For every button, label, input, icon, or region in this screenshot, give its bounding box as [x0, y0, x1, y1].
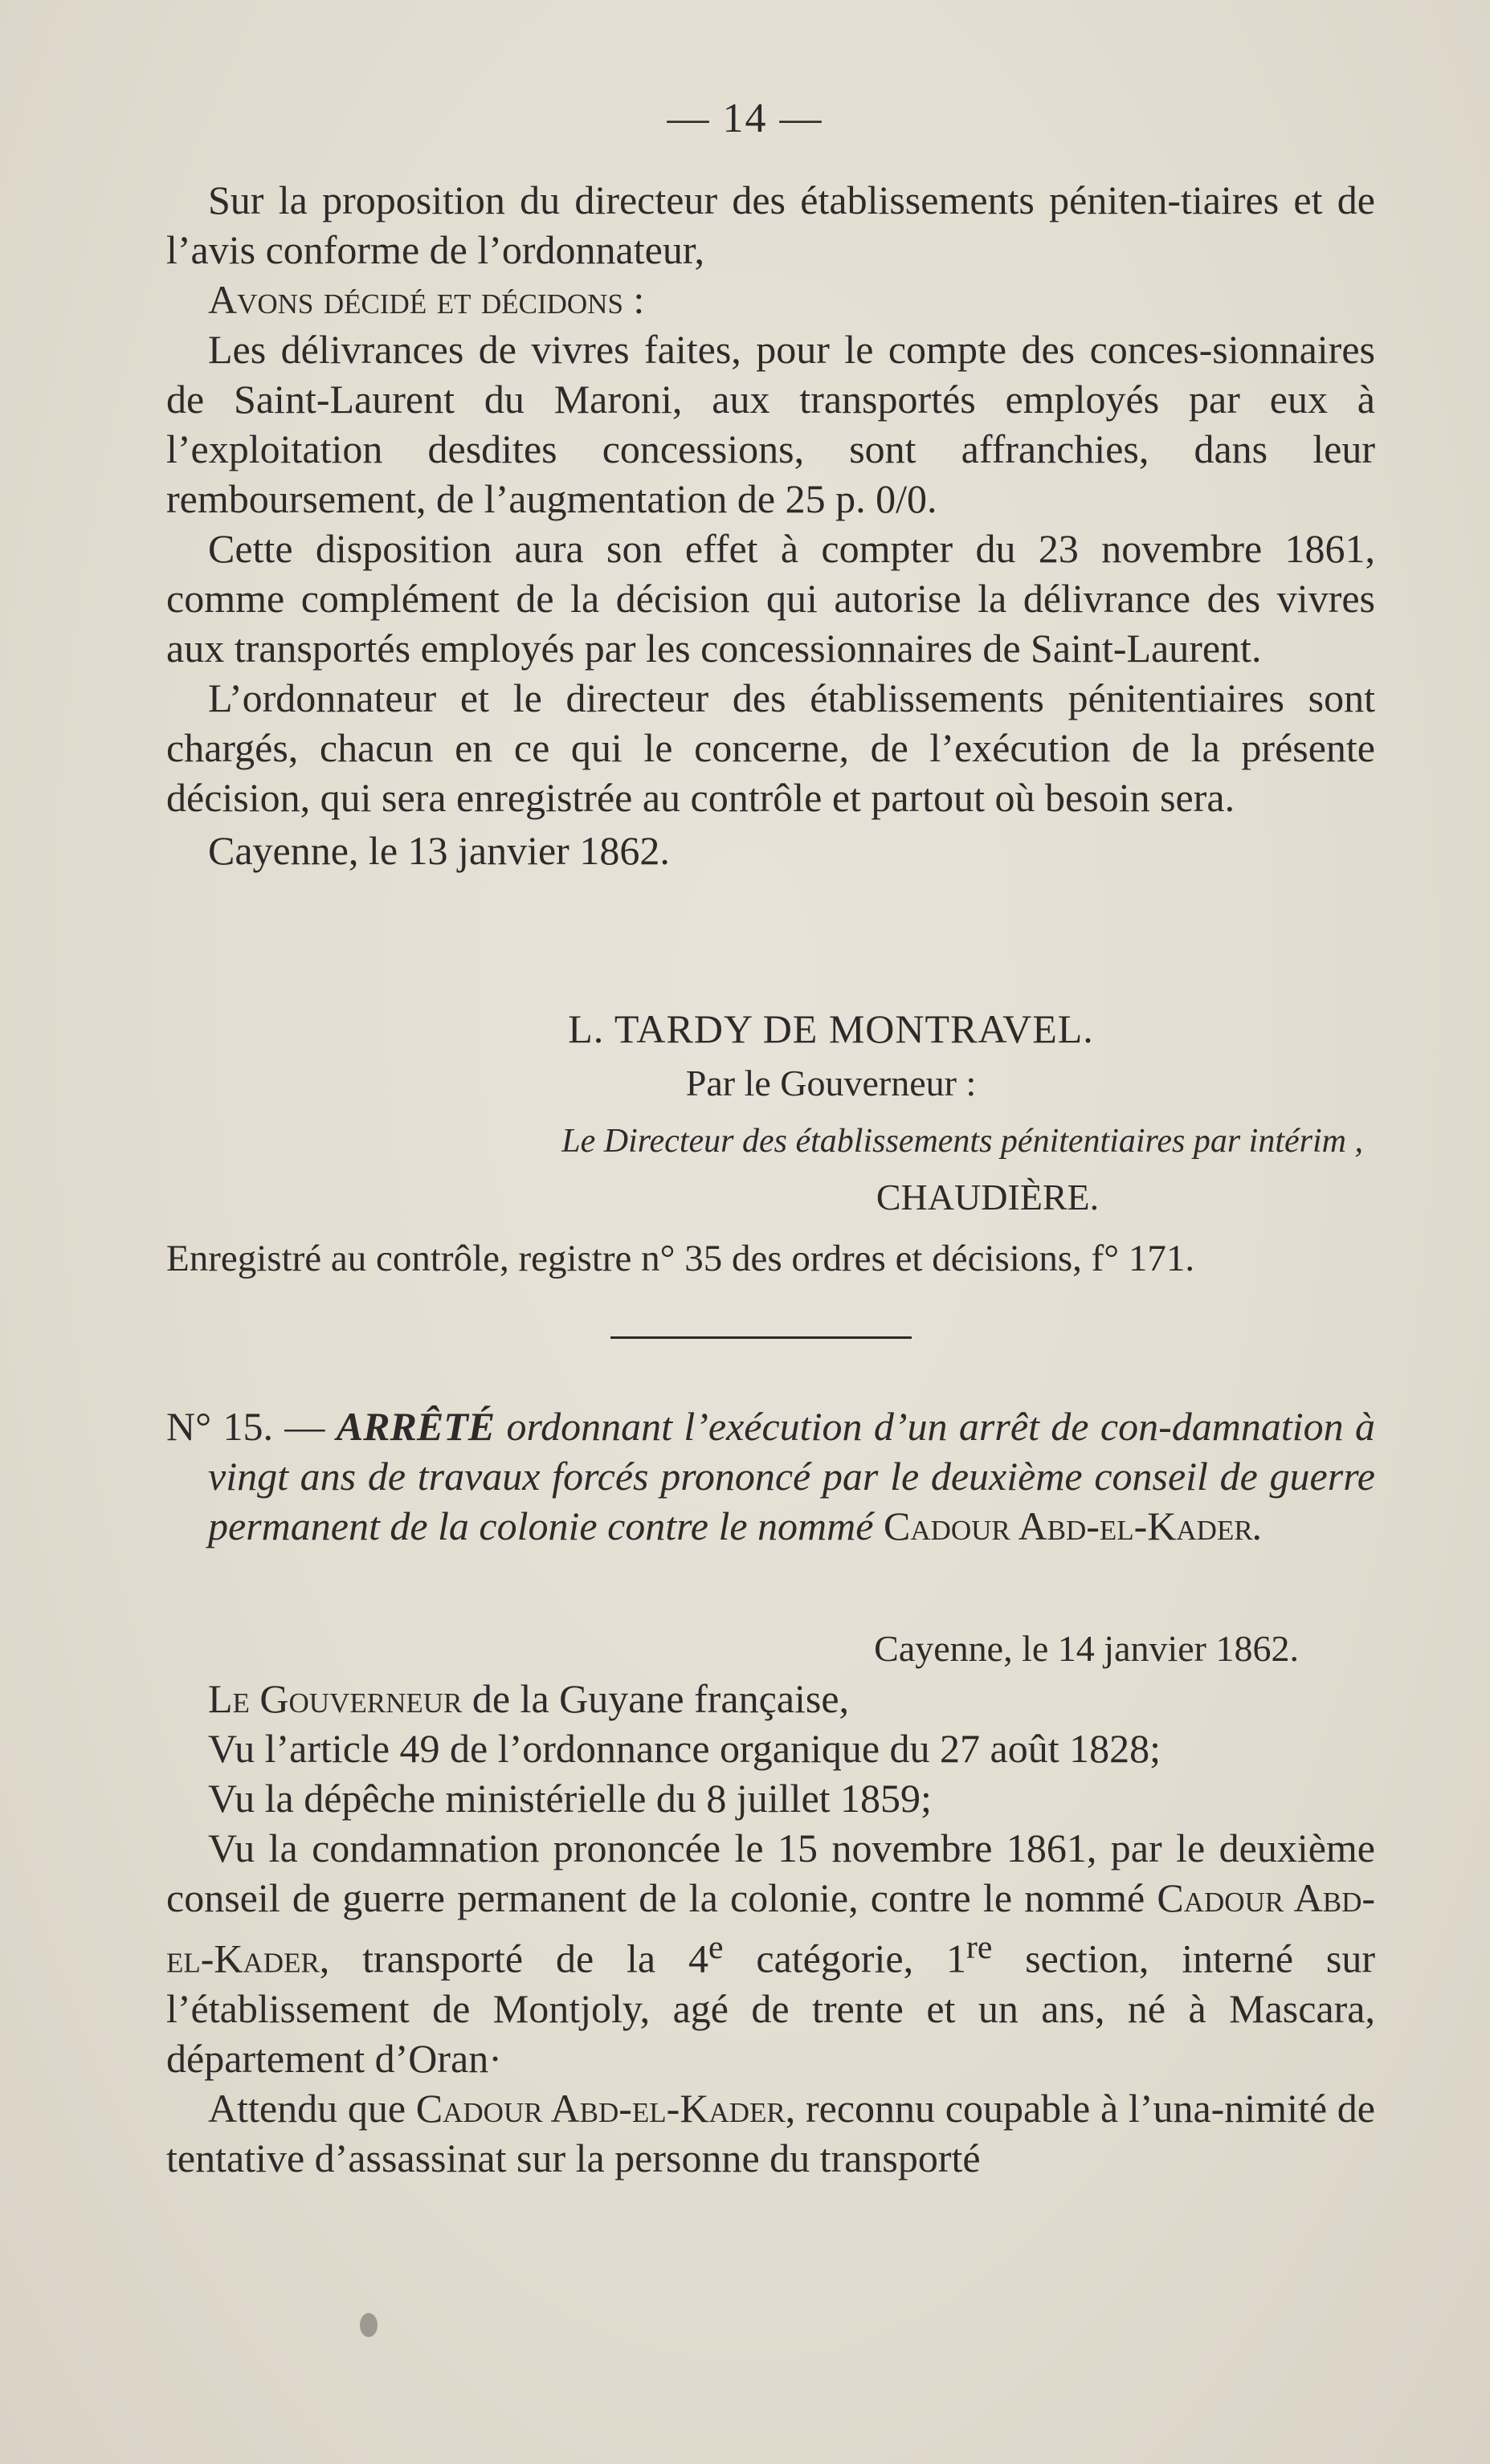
arrete-number: N° 15. — [166, 1404, 273, 1449]
vu-condamnation-sup1: e — [708, 1929, 724, 1966]
preamble: Sur la proposition du directeur des établissements péniten-tiaires et de l’avis conforme de l’ordonnateur, — [166, 177, 1375, 272]
arrete-date: Cayenne, le 14 janvier 1862. — [874, 1628, 1299, 1669]
decision-paragraph-3: L’ordonnateur et le directeur des établissements pénitentiaires sont chargés, chacun en ce qui le concerne, de l’exécution de la présente décision, qui sera enregistrée au contrôle et partout où besoin sera. — [166, 675, 1375, 820]
arrete-body — [166, 1624, 1375, 2183]
vu-article: Vu l’article 49 de l’ordonnance organique du 27 août 1828; — [208, 1726, 1161, 1771]
vu-condamnation-name: Cadour Abd-el-Kader — [166, 1875, 1376, 1981]
vu-condamnation-sup2: re — [965, 1929, 993, 1966]
vu-condamnation — [166, 1823, 1375, 2083]
arrete-person-name: Cadour Abd-el-Kader — [883, 1503, 1253, 1548]
vu-condamnation-start: Vu la condamnation prononcée le 15 novembre 1861, par le deuxième conseil de guerre permanent de la colonie, contre le nommé — [166, 1826, 1375, 1920]
vu-depeche: Vu la dépêche ministérielle du 8 juillet 1859; — [208, 1776, 932, 1821]
vu-condamnation-a: , transporté de la 4 — [319, 1936, 708, 1981]
page-number: — 14 — — [667, 96, 823, 141]
vu-condamnation-end: section, interné sur l’établissement de Montjoly, agé de trente et un ans, né à Mascara, département d’Oran· — [166, 1936, 1376, 2081]
decision-paragraph-1: Les délivrances de vivres faites, pour le compte des conces-sionnaires de Saint-Laurent du Maroni, aux transportés employés par eux à l’exploitation desdites concessions, sont affranchies, dans leur remboursement, de l’augmentation de 25 p. 0/0. — [166, 327, 1375, 521]
director-name: CHAUDIÈRE. — [876, 1177, 1100, 1218]
avons-decide — [166, 275, 1375, 324]
attendu-start: Attendu que — [208, 2085, 416, 2131]
decision-text — [166, 175, 1375, 875]
decision-signatures — [166, 1004, 1375, 1283]
decision-date: Cayenne, le 13 janvier 1862. — [208, 828, 670, 873]
arrete-dash: — — [273, 1404, 337, 1449]
governor-signature: L. TARDY DE MONTRAVEL. — [568, 1006, 1094, 1051]
attendu-name: Cadour Abd-el-Kader — [415, 2085, 786, 2131]
gouverneur-rest: de la Guyane française, — [462, 1676, 850, 1721]
par-le-gouverneur: Par le Gouverneur : — [685, 1063, 977, 1103]
arrete-heading — [166, 1401, 1375, 1551]
arrete-title-text: ordonnant l’exécution d’un arrêt de con-damnation à vingt ans de travaux forcés prononcé par le deuxième conseil de guerre permanent de la colonie contre le nommé — [208, 1404, 1376, 1548]
gouverneur-label: Le Gouverneur — [208, 1676, 463, 1721]
arrete-title — [166, 1401, 1375, 1551]
decision-paragraph-2: Cette disposition aura son effet à compter du 23 novembre 1861, comme complément de la décision qui autorise la délivrance des vivres aux transportés employés par les concessionnaires de Saint-Laurent. — [166, 526, 1375, 671]
arrete-title-italic — [208, 1404, 1375, 1548]
ink-smudge — [360, 2313, 378, 2337]
registration-note: Enregistré au contrôle, registre n° 35 des ordres et décisions, f° 171. — [166, 1238, 1195, 1279]
avons-decide-text: Avons décidé et décidons : — [208, 277, 645, 322]
attendu-rest: , reconnu coupable à l’una-nimité de tentative d’assassinat sur la personne du transporté — [166, 2085, 1375, 2180]
section-divider — [610, 1336, 912, 1339]
arrete-title-end: . — [1252, 1503, 1263, 1548]
arrete-keyword: ARRÊTÉ — [336, 1404, 496, 1449]
vu-condamnation-b: catégorie, 1 — [723, 1936, 966, 1981]
attendu-paragraph — [166, 2083, 1375, 2183]
director-title: Le Directeur des établissements pénitentiaires par intérim , — [561, 1123, 1363, 1160]
gouverneur-line — [166, 1674, 1375, 1724]
